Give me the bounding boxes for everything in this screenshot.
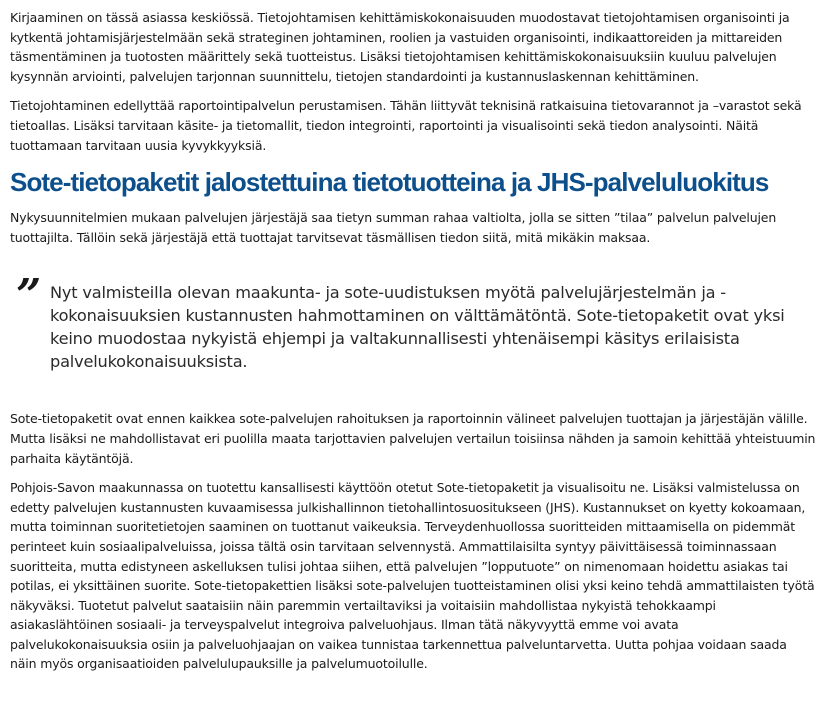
paragraph-intro: Nykysuunnitelmien mukaan palvelujen järjestäjä saa tietyn summan rahaa valtiolta, jolla se sitten ”tilaa” palvelun palvelujen tuottajilta. Tällöin sekä järjestäjä että tuottajat tarvitsevat täsmällisen tiedon siitä, mitä mikäkin maksaa. <box>10 210 777 245</box>
paragraph-tietojohtaminen: Tietojohtaminen edellyttää raportointipalvelun perustamisen. Tähän liittyvät teknisinä ratkaisuina tietovarannot ja –varastot sekä tietoallas. Lisäksi tarvitaan käsite- ja tietomallit, tiedon integrointi, raportointi ja visualisointi sekä tiedon analysointi. Näitä tuottamaan tarvitaan uusia kyvykkyyksiä. <box>10 98 802 153</box>
paragraph-rahoitus: Sote-tietopaketit ovat ennen kaikkea sote-palvelujen rahoituksen ja raportoinnin välineet palvelujen tuottajan ja järjestäjän välille. Mutta lisäksi ne mahdollistavat eri puolilla maata tarjottavien palvelujen vertailun toisiinsa nähden ja samoin kehittää yhteistuumin parhaita käytäntöjä. <box>10 411 816 466</box>
quote-text: Nyt valmisteilla olevan maakunta- ja sote-uudistuksen myötä palvelujärjestelmän ja -kokonaisuuksien kustannusten hahmottaminen on välttämätöntä. Sote-tietopaketit ovat yksi keino muodostaa nykyistä ehjempi ja valtakunnallisesti yhtenäisempi käsitys erilaisista palvelukokonaisuuksista. <box>50 283 785 372</box>
section-heading: Sote-tietopaketit jalostettuina tietotuotteina ja JHS-palveluluokitus <box>10 167 769 198</box>
quote-mark-icon: ” <box>16 270 42 322</box>
paragraph-pohjois-savo: Pohjois-Savon maakunnassa on tuotettu kansallisesti käyttöön otetut Sote-tietopaketit ja visualisoitu ne. Lisäksi valmistelussa on edetty palvelujen kustannusten kuvaamisessa julkishallinnon tietohallintosuositukseen (JHS). Kustannukset on kyetty kokoamaan, mutta toiminnan suoritetietojen saaminen on tuottanut vaikeuksia. Terveydenhuollossa suoritteiden mittaamisella on pidemmät perinteet kuin sosiaalipalveluissa, joissa tältä osin tarvitaan selvennystä. Ammattilaisilta syntyy päivittäisessä toiminnassaan suoritteita, mutta edistyneen askelluksen tulisi johtaa siihen, että palvelujen ”lopputuote” on nimenomaan hoidettu asiakas tai potilas, ei yksittäinen suorite. Sote-tietopakettien lisäksi sote-palvelujen tuotteistaminen olisi yksi keino tehdä ammattilaisten työtä näkyväksi. Tuotetut palvelut saataisiin näin paremmin vertailtaviksi ja voitaisiin mahdollistaa nykyistä tehokkaampi asiakaslähtöinen sosiaali- ja terveyspalvelut integroiva palveluohjaus. Ilman tätä näkyvyyttä emme voi avata palvelukokonaisuuksia osiin ja palveluohjaajan on vaikea tunnistaa tarkennettua palveluntarvetta. Uutta pohjaa voidaan saada näin myös organisaatioiden palvelulupauksille ja palvelumuotoilulle. <box>10 480 815 672</box>
paragraph-kirjaaminen: Kirjaaminen on tässä asiassa keskiössä. Tietojohtamisen kehittämiskokonaisuuden muodostavat tietojohtamisen organisointi ja kytkentä johtamisjärjestelmään sekä strateginen johtaminen, roolien ja vastuiden organisointi, indikaattoreiden ja mittareiden täsmentäminen ja tuotosten määrittely sekä tuotteistus. Lisäksi tietojohtamisen kehittämiskokonaisuuksiin kuuluu palvelujen kysynnän arviointi, palvelujen tarjonnan suunnittelu, tietojen standardointi ja kustannuslaskennan kehittäminen. <box>10 10 790 84</box>
pull-quote <box>10 270 816 373</box>
